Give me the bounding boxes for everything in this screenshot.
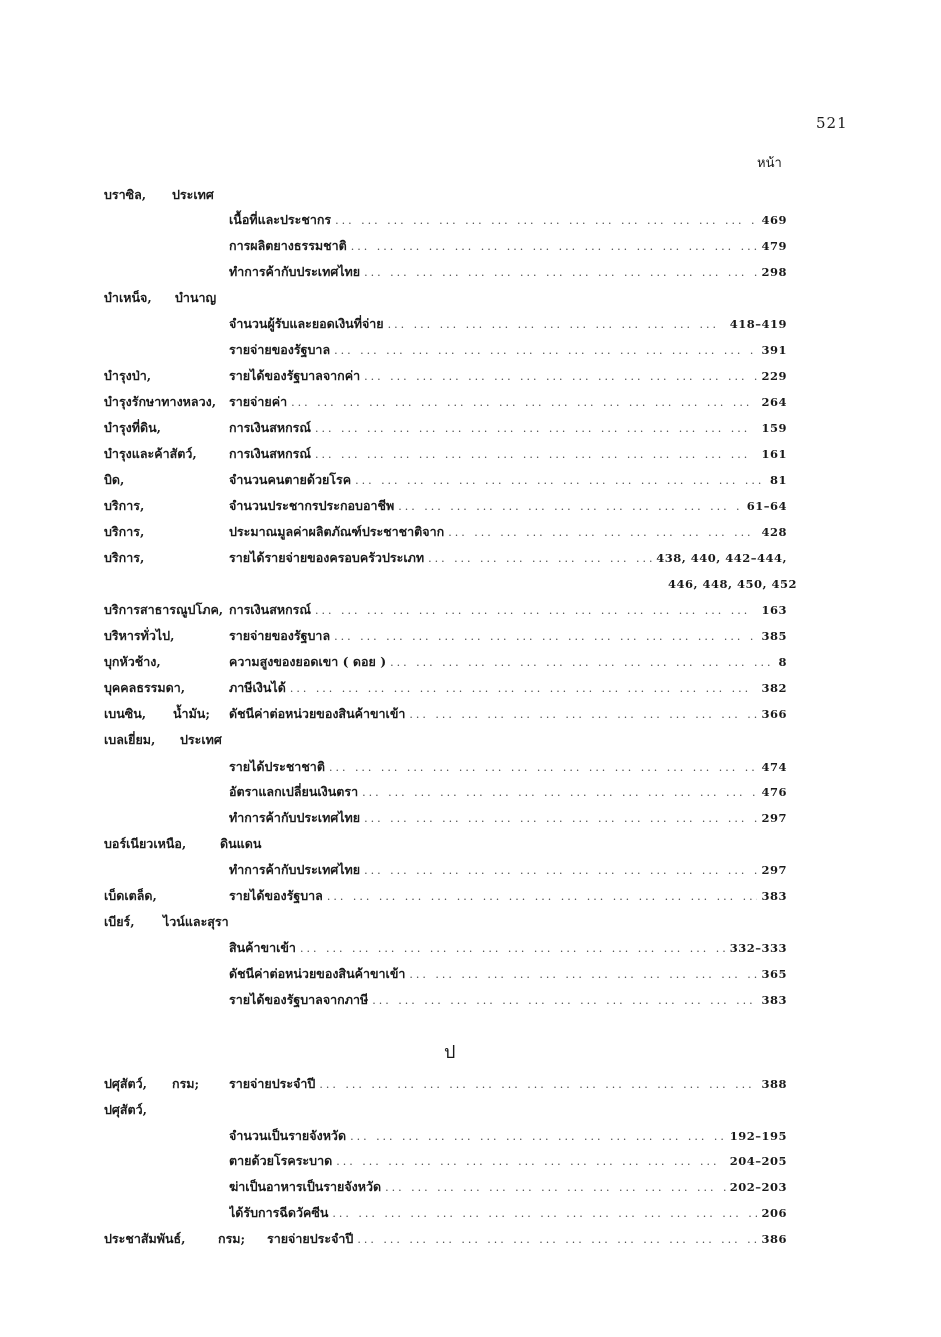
page-reference: 428 <box>761 525 787 539</box>
dot-leader <box>355 470 766 492</box>
page-reference: 479 <box>761 239 787 253</box>
index-subentry <box>229 807 787 830</box>
index-subentry <box>229 261 787 284</box>
index-subentry <box>229 963 787 986</box>
index-subentry <box>229 235 787 258</box>
index-entry <box>0 651 941 673</box>
index-subentry <box>229 1176 787 1199</box>
subentry-text: รายได้รายจ่ายของครอบครัวประเภท <box>229 550 425 565</box>
index-entry <box>0 729 941 751</box>
dot-leader <box>334 340 757 362</box>
index-term-qualifier: กรม; <box>172 1076 200 1091</box>
index-term: บำรุงที่ดิน, <box>104 420 162 435</box>
subentry-text: ได้รับการฉีดวัคซีน <box>229 1205 329 1220</box>
index-entry <box>0 495 941 517</box>
dot-leader <box>398 496 743 518</box>
index-subentry <box>229 989 787 1012</box>
subentry-text: รายได้ของรัฐบาลจากค่า <box>229 368 361 383</box>
page-reference: 298 <box>761 265 787 279</box>
page-reference-continued: 446, 448, 450, 452 <box>668 577 798 591</box>
index-term: บิด, <box>104 472 125 487</box>
index-subentry <box>229 547 787 570</box>
index-entry <box>0 1099 941 1121</box>
index-term: ประชาสัมพันธ์, <box>104 1231 186 1246</box>
index-entry <box>0 1125 941 1147</box>
index-term: บุคคลธรรมดา, <box>104 680 186 695</box>
index-entry <box>0 417 941 439</box>
index-entry <box>0 521 941 543</box>
index-subentry <box>229 781 787 804</box>
index-subentry <box>229 625 787 648</box>
subentry-text: ทำการค้ากับประเทศไทย <box>229 862 361 877</box>
subentry-text: รายได้ประชาชาติ <box>229 759 325 774</box>
subentry-text: รายได้ของรัฐบาลจากภาษี <box>229 992 369 1007</box>
dot-leader <box>315 418 758 440</box>
index-entry <box>0 443 941 465</box>
index-subentry <box>229 443 787 466</box>
index-subentry <box>229 859 787 882</box>
index-term: บริการ, <box>104 498 145 513</box>
dot-leader <box>409 704 757 726</box>
index-entry <box>0 573 941 595</box>
section-letter: ป <box>444 1042 456 1063</box>
dot-leader <box>364 262 757 284</box>
index-entry <box>0 781 941 803</box>
index-term: เบลเยี่ยม, <box>104 732 156 747</box>
index-term: บราซิล, <box>104 187 147 202</box>
index-term: บริการสาธารณูปโภค, <box>104 602 224 617</box>
subentry-text: จำนวนประชากรประกอบอาชีพ <box>229 498 395 513</box>
subentry-text: ประมาณมูลค่าผลิตภัณฑ์ประชาชาติจาก <box>229 524 445 539</box>
index-subentry <box>229 1150 787 1173</box>
index-term: เบนซิน, <box>104 706 147 721</box>
index-entry <box>0 937 941 959</box>
dot-leader <box>448 522 757 544</box>
index-term: ปศุสัตว์, <box>104 1102 147 1117</box>
dot-leader <box>319 1074 757 1096</box>
dot-leader <box>315 600 758 622</box>
subentry-text: ดัชนีค่าต่อหน่วยของสินค้าขาเข้า <box>229 966 406 981</box>
page-reference: 206 <box>761 1206 787 1220</box>
index-subentry <box>229 365 787 388</box>
index-term-qualifier: ประเทศ <box>180 732 222 747</box>
dot-leader <box>388 314 726 336</box>
index-entry <box>0 261 941 283</box>
index-subentry <box>229 599 787 622</box>
index-entry <box>0 859 941 881</box>
index-entry <box>0 547 941 569</box>
subentry-text: ทำการค้ากับประเทศไทย <box>229 810 361 825</box>
index-entry <box>0 625 941 647</box>
dot-leader <box>364 808 757 830</box>
index-subentry <box>229 313 787 336</box>
subentry-text: อัตราแลกเปลี่ยนเงินตรา <box>229 784 359 799</box>
subentry-text: ทำการค้ากับประเทศไทย <box>229 264 361 279</box>
subentry-text: รายจ่ายค่า <box>229 394 288 409</box>
index-entry <box>0 885 941 907</box>
index-subentry <box>229 885 787 908</box>
subentry-text: ฆ่าเป็นอาหารเป็นรายจังหวัด <box>229 1179 382 1194</box>
dot-leader <box>428 548 652 570</box>
index-entry <box>0 756 941 778</box>
page-reference: 81 <box>769 473 787 487</box>
dot-leader <box>390 652 774 674</box>
page-reference: 161 <box>761 447 787 461</box>
dot-leader <box>290 678 758 700</box>
page-reference: 264 <box>761 395 787 409</box>
index-entry <box>0 391 941 413</box>
index-subentry <box>229 1202 787 1225</box>
dot-leader <box>300 938 726 960</box>
index-term: บริหารทั่วไป, <box>104 628 175 643</box>
index-entry <box>0 469 941 491</box>
page-number: 521 <box>816 114 848 132</box>
dot-leader <box>332 1203 757 1225</box>
index-entry <box>0 365 941 387</box>
index-subentry <box>267 1228 787 1251</box>
index-subentry <box>229 1125 787 1148</box>
subentry-text: ความสูงของยอดเขา ( ดอย ) <box>229 654 387 669</box>
dot-leader <box>334 626 757 648</box>
index-subentry <box>229 209 787 232</box>
index-entry <box>0 1073 941 1095</box>
subentry-text: จำนวนคนตายด้วยโรค <box>229 472 352 487</box>
index-term-qualifier: ไวน์และสุรา <box>163 914 229 929</box>
index-entry <box>0 989 941 1011</box>
index-entry <box>0 1176 941 1198</box>
subentry-text: รายจ่ายประจำปี <box>267 1231 354 1246</box>
index-entry <box>0 1150 941 1172</box>
page-reference: 474 <box>761 760 787 774</box>
index-term-qualifier: กรม; <box>218 1231 246 1246</box>
index-subentry <box>229 1073 787 1096</box>
index-term: บอร์เนียวเหนือ, <box>104 836 187 851</box>
index-term-qualifier: บำนาญ <box>175 290 217 305</box>
page-reference: 418–419 <box>729 317 787 331</box>
dot-leader <box>357 1229 757 1251</box>
index-entry <box>0 807 941 829</box>
subentry-text: จำนวนผู้รับและยอดเงินที่จ่าย <box>229 316 384 331</box>
index-entry <box>0 1202 941 1224</box>
index-entry <box>0 911 941 933</box>
index-subentry <box>229 756 787 779</box>
index-entry <box>0 599 941 621</box>
subentry-text: เนื้อที่และประชากร <box>229 212 332 227</box>
dot-leader <box>372 990 757 1012</box>
dot-leader <box>409 964 757 986</box>
index-entry <box>0 677 941 699</box>
subentry-text: รายจ่ายของรัฐบาล <box>229 342 331 357</box>
index-subentry <box>229 521 787 544</box>
index-entry <box>0 313 941 335</box>
page-reference: 383 <box>761 993 787 1007</box>
index-entry <box>0 209 941 231</box>
subentry-text: จำนวนเป็นรายจังหวัด <box>229 1128 347 1143</box>
page-reference: 386 <box>761 1232 787 1246</box>
index-entry <box>0 184 941 206</box>
page-reference: 8 <box>778 655 787 669</box>
page-reference: 159 <box>761 421 787 435</box>
index-term-qualifier: ดินแดน <box>220 836 262 851</box>
page-reference: 204–205 <box>729 1154 787 1168</box>
index-term: บำรุงและค้าสัตว์, <box>104 446 197 461</box>
index-entry <box>0 235 941 257</box>
dot-leader <box>350 1126 726 1148</box>
subentry-text: ดัชนีค่าต่อหน่วยของสินค้าขาเข้า <box>229 706 406 721</box>
index-entry <box>0 833 941 855</box>
dot-leader <box>336 1151 726 1173</box>
page-reference: 229 <box>761 369 787 383</box>
page-reference: 61–64 <box>746 499 787 513</box>
subentry-text: รายจ่ายประจำปี <box>229 1076 316 1091</box>
index-subentry <box>229 339 787 362</box>
index-term: บำรุงรักษาทางหลวง, <box>104 394 217 409</box>
index-term: เบ็ดเตล็ด, <box>104 888 157 903</box>
page-reference: 365 <box>761 967 787 981</box>
page-reference: 385 <box>761 629 787 643</box>
index-term: บริการ, <box>104 550 145 565</box>
page-reference: 469 <box>761 213 787 227</box>
index-subentry <box>229 391 787 414</box>
page-reference: 297 <box>761 811 787 825</box>
subentry-text: รายได้ของรัฐบาล <box>229 888 323 903</box>
index-term-qualifier: น้ำมัน; <box>173 706 210 721</box>
index-subentry <box>229 469 787 492</box>
page-reference: 382 <box>761 681 787 695</box>
page-reference: 383 <box>761 889 787 903</box>
dot-leader <box>329 757 758 779</box>
page-column-header: หน้า <box>757 156 782 171</box>
page-reference: 202–203 <box>729 1180 787 1194</box>
subentry-text: สินค้าขาเข้า <box>229 940 296 955</box>
page-reference: 163 <box>761 603 787 617</box>
index-entry <box>0 339 941 361</box>
index-entry <box>0 963 941 985</box>
page-reference: 391 <box>761 343 787 357</box>
page-reference: 332–333 <box>729 941 787 955</box>
index-term: ปศุสัตว์, <box>104 1076 147 1091</box>
dot-leader <box>351 236 758 258</box>
dot-leader <box>362 782 757 804</box>
subentry-text: การผลิตยางธรรมชาติ <box>229 238 347 253</box>
index-term: บำเหน็จ, <box>104 290 152 305</box>
index-entry <box>0 1228 941 1250</box>
index-subentry <box>229 937 787 960</box>
page-reference: 476 <box>761 785 787 799</box>
subentry-text: การเงินสหกรณ์ <box>229 420 311 435</box>
index-entry <box>0 287 941 309</box>
dot-leader <box>327 886 758 908</box>
subentry-text: ตายด้วยโรคระบาด <box>229 1153 333 1168</box>
index-subentry <box>229 677 787 700</box>
index-entry <box>0 703 941 725</box>
index-subentry <box>229 495 787 518</box>
subentry-text: การเงินสหกรณ์ <box>229 602 311 617</box>
index-subentry <box>229 417 787 440</box>
page-reference: 388 <box>761 1077 787 1091</box>
dot-leader <box>315 444 758 466</box>
index-term: บริการ, <box>104 524 145 539</box>
subentry-text: รายจ่ายของรัฐบาล <box>229 628 331 643</box>
dot-leader <box>364 860 757 882</box>
dot-leader <box>364 366 757 388</box>
index-subentry <box>229 651 787 674</box>
index-subentry <box>229 703 787 726</box>
dot-leader <box>335 210 757 232</box>
index-term-qualifier: ประเทศ <box>172 187 214 202</box>
page-reference: 438, 440, 442–444, <box>656 551 787 565</box>
subentry-text: การเงินสหกรณ์ <box>229 446 311 461</box>
page-reference: 366 <box>761 707 787 721</box>
subentry-text: ภาษีเงินได้ <box>229 680 286 695</box>
page-reference: 297 <box>761 863 787 877</box>
index-term: เบียร์, <box>104 914 135 929</box>
index-term: บำรุงป่า, <box>104 368 152 383</box>
dot-leader <box>385 1177 726 1199</box>
dot-leader <box>291 392 757 414</box>
page-reference: 192–195 <box>729 1129 787 1143</box>
index-term: บุกหัวช้าง, <box>104 654 161 669</box>
